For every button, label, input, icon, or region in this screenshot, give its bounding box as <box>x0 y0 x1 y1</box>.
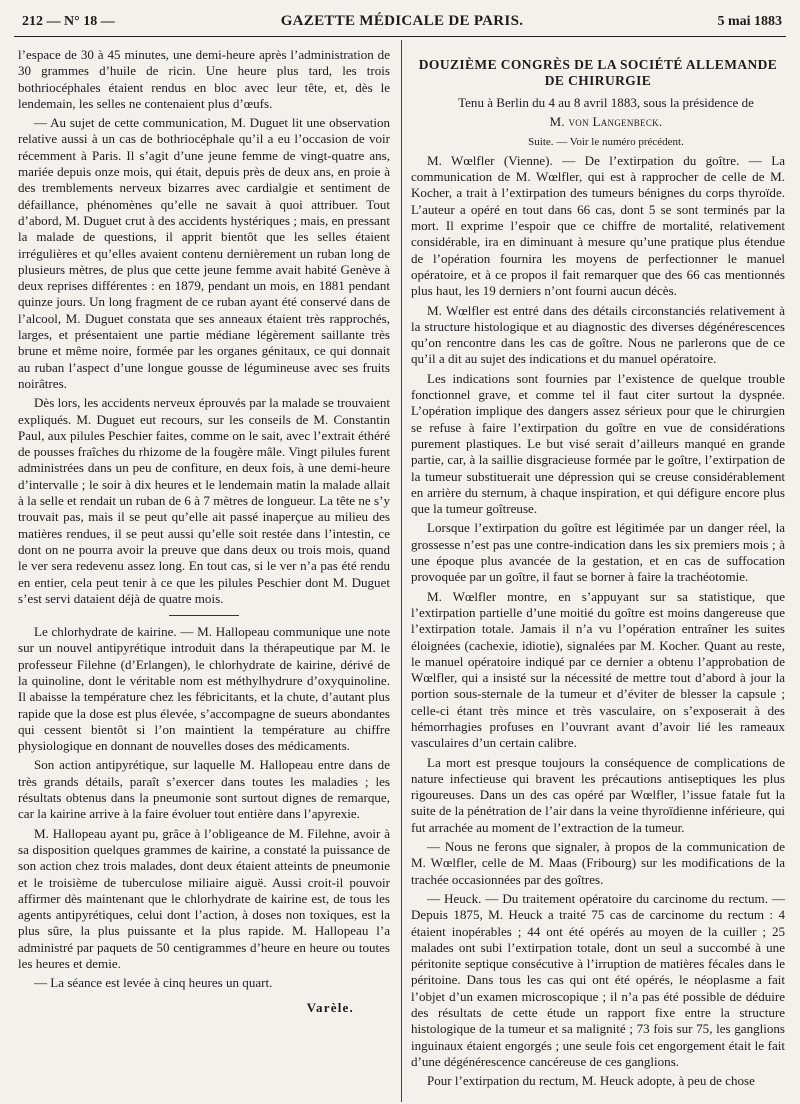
section-rule <box>169 615 239 616</box>
subtitle: Tenu à Berlin du 4 au 8 avril 1883, sous la présidence de <box>458 95 754 110</box>
issue-date: 5 mai 1883 <box>717 14 782 29</box>
paragraph: Dès lors, les accidents nerveux éprouvés par la malade se trouvaient expliqués. M. Duguet eut recours, sur les conseils de M. Constantin Paul, aux pilules Peschier faites, comme on le sait, avec l’extrait éthéré de pousses fraîches du rhizome de la fougère mâle. Vingt pilules furent administrées dans un peu de confiture, en deux fois, à une demi-heure d’intervalle ; le soir à dix heures et le lendemain matin la malade allait à la selle et rendait un ruban de 6 à 7 mètres de longueur. La tête ne s’y trouvait pas, mais il se peut qu’elle ait passé inaperçue au milieu des matières rendues, il se peut aussi qu’elle soit restée dans l’intestin, ce dont on ne pourra avoir la preuve que dans deux ou trois mois, quand le ver sera redevenu assez long. En tout cas, si le ver n’a pas été rendu en entier, cela peut tenir à ce que les pilules Peschier dont M. Duguet s’est servi dataient déjà de quatre mois. <box>18 395 390 606</box>
header-rule <box>14 36 786 37</box>
continuation-note: Suite. — Voir le numéro précédent. <box>528 135 684 148</box>
paragraph: l’espace de 30 à 45 minutes, une demi-heure après l’administration de 30 grammes d’huile de ricin. Une heure plus tard, les trois bothriocéphales étaient rendus en bloc avec leur tête, et, dès le lendemain, les selles ne contenaient plus d’œufs. <box>18 47 390 111</box>
paragraph: Les indications sont fournies par l’existence de quelque trouble fonctionnel grave, et comme tel il faut citer surtout la dyspnée. L’opération implique des dangers assez sérieux pour que le chirurgien se refuse à faire l’extirpation du goître en vue de considérations purement plastiques. Le but visé serait d’ailleurs manqué en grande partie, car, à la saillie disgracieuse formée par le goître, l’extirpation de la tumeur substituerait une dépression qui se creuse considérablement en arrière du sternum, à chaque inspiration, et qui défigure encore plus que la tumeur goîtreuse. <box>411 370 785 517</box>
paragraph: — Nous ne ferons que signaler, à propos de la communication de M. Wœlfler, celle de M. Maas (Fribourg) sur les modifications de la trachée occasionnées par des goîtres. <box>411 839 785 887</box>
section-title <box>411 57 785 89</box>
paragraph: Le chlorhydrate de kairine. — M. Hallopeau communique une note sur un nouvel antipyrétique introduit dans la thérapeutique par M. le professeur Filehne (d’Erlangen), le chlorhydrate de kairine, dérivé de la quinoline, dont le véritable nom est méthylhydrure d’oxyquinoline. Il abaisse la température chez les fébricitants, et la chute, d’autant plus rapide que la dose est plus élevée, s’accompagne de sueurs abondantes qui cessent bientôt si l’on maintient la température au chiffre physiologique en donnant de nouvelles doses des médicaments. <box>18 624 390 754</box>
paragraph: M. Hallopeau ayant pu, grâce à l’obligeance de M. Filehne, avoir à sa disposition quelques grammes de kairine, a constaté la puissance de son action chez trois malades, dont deux étaient atteints de pneumonie et le troisième de tuberculose miliaire aiguë. Aussi croit-il pouvoir affirmer dès maintenant que le chlorhydrate de kairine est, de tous les agents antipyrétiques, celui dont l’action, à doses non toxiques, est la plus sûre, la plus puissante et la plus rapide. M. Hallopeau l’a administré par paquets de 50 centigrammes d’heure en heure ou toutes les heures et demie. <box>18 825 390 972</box>
subtitle-president: M. von Langenbeck. <box>549 114 663 130</box>
signature: Varèle. <box>306 999 354 1015</box>
journal-title: GAZETTE MÉDICALE DE PARIS. <box>280 13 524 29</box>
page-header <box>22 10 782 32</box>
paragraph: M. Wœlfler (Vienne). — De l’extirpation du goître. — La communication de M. Wœlfler, qui est à rapprocher de celle de M. Kocher, a trait à l’extirpation des tumeurs bénignes du corps thyroïde. L’auteur a opéré en tout dans 66 cas, dont 5 se sont terminés par la mort. Il exprime l’espoir que ce chiffre de mortalité, relativement considérable, ira en diminuant à mesure qu’une pratique plus étendue de l’opération fournira les moyens de perfectionner le manuel opératoire, et à ce propos il fait remarquer que des 66 cas mentionnés plus haut, les 19 derniers n’ont fourni aucun décès. <box>411 152 785 299</box>
paragraph: Son action antipyrétique, sur laquelle M. Hallopeau entre dans de très grands détails, paraît s’exercer dans toutes les maladies ; les résultats obtenus dans la pneumonie sont surtout dignes de remarque, car la kairine arrive à la faire évoluer tout entière dans l’apyrexie. <box>18 757 390 822</box>
paragraph: M. Wœlfler est entré dans des détails circonstanciés relativement à la structure histologique et au diagnostic des diverses dégénérescences qu’on rencontre dans les cas de goître. Nous ne parlerons que de ce qu’il a dit au sujet des indications et du manuel opératoire. <box>411 302 785 367</box>
paragraph: Lorsque l’extirpation du goître est légitimée par un danger réel, la grossesse n’est pas une contre-indication dans les six premiers mois ; à une époque plus avancée de la gestation, et en cas de suffocation provoquée par un goître, il faut se borner à faire la trachéotomie. <box>411 520 785 585</box>
title-line: DE CHIRURGIE <box>544 73 652 88</box>
column-divider <box>401 40 402 1102</box>
paragraph: — La séance est levée à cinq heures un quart. <box>34 975 273 991</box>
right-column <box>411 47 785 1104</box>
paragraph: — Au sujet de cette communication, M. Duguet lit une observation relative aussi à un cas de bothriocéphale qu’il a eu l’occasion de voir récemment à Paris. Il s’agit d’une jeune femme de vingt-quatre ans, mariée depuis onze mois, qui était, depuis près de deux ans, en proie à des tremblements nerveux bizarres avec cardialgie et sentiment de défaillance, phénomènes qu’elle ne savait à quoi attribuer. Tout d’abord, M. Duguet crut à des accidents hystériques ; mais, en pressant la malade de questions, il apprit bientôt que les selles étaient irrégulières et qu’elles avaient contenu dernièrement un ruban long de plusieurs mètres, de plus que cette jeune femme avait habité Genève à deux reprises différentes : en 1879, pendant un mois, en 1881 pendant quinze jours. Un long fragment de ce ruban ayant été conservé dans de l’alcool, M. Duguet constata que ses anneaux étaient très rapprochés, larges, et présentaient une partie médiane légèrement saillante très brune et même noire, formée par les organes génitaux, ce qui donnait au ruban l’aspect d’une longue gousse de légumineuse avec ses fruits noirâtres. <box>18 115 390 391</box>
paragraph: La mort est presque toujours la conséquence de complications de nature infectieuse qui bravent les précautions antiseptiques les plus rigoureuses. Dans un des cas opéré par Wœlfler, l’issue fatale fut la suite de la pénétration de l’air dans la veine thyroïdienne inférieure, qui fut arrachée au moment de l’extraction de la tumeur. <box>411 754 785 835</box>
paragraph: Pour l’extirpation du rectum, M. Heuck adopte, à peu de chose <box>427 1073 755 1089</box>
paragraph: M. Wœlfler montre, en s’appuyant sur sa statistique, que l’extirpation partielle d’une moitié du goître est moins dangereuse que l’extirpation totale. Jamais il n’a vu l’opération entraîner les suites éloignées (cachexie, idiotie), signalées par M. Kocher. Quant au reste, le manuel opératoire indiqué par ce dernier a obtenu l’approbation de Wœlfler, qui a insisté sur la nécessité de mettre tout d’abord à jour la portion sous-sternale de la tumeur et d’éviter de blesser la capsule ; celle-ci étant très mince et très vasculaire, on s’exposerait à des hémorrhagies profuses en l’ouvrant avant d’avoir lié les rameaux vasculaires d’un certain calibre. <box>411 588 785 751</box>
left-column <box>18 47 390 1104</box>
title-line: DOUZIÈME CONGRÈS DE LA SOCIÉTÉ ALLEMANDE <box>418 57 778 72</box>
paragraph: — Heuck. — Du traitement opératoire du carcinome du rectum. — Depuis 1875, M. Heuck a traité 75 cas de carcinome du rectum : 4 étaient inopérables ; 44 ont été opérés au moyen de la cuiller ; 25 malades ont subi l’extirpation totale, dont un seul a succombé à une péritonite septique consécutive à l’irruption de matières fécales dans le péritoine. Dans tous les cas qui ont été opérés, le néoplasme a fait l’objet d’un examen microscopique ; il n’a pas été possible de déduire des résultats de cette étude un rapport fixe entre la structure histologique de la tumeur et sa malignité ; 73 fois sur 75, les ganglions inguinaux étaient engorgés ; une seule fois cet engorgement était le fait d’une dégénérescence cancéreuse de ces ganglions. <box>411 890 785 1069</box>
page-number: 212 — N° 18 — <box>22 14 115 29</box>
